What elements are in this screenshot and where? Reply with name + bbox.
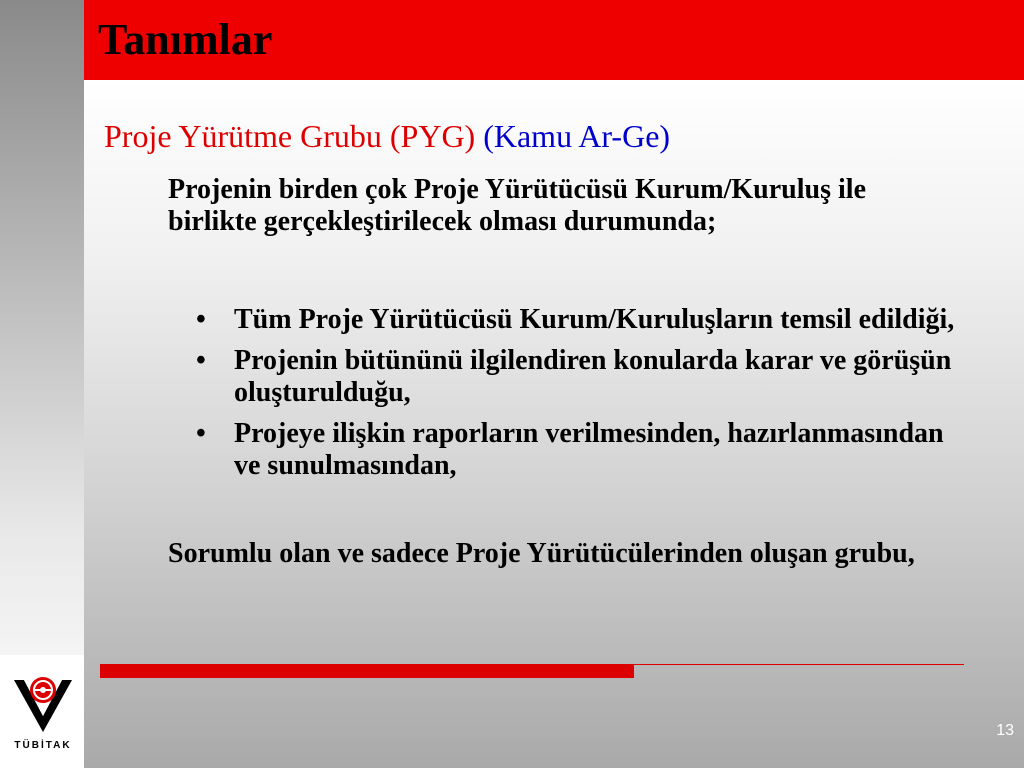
- accent-bar-thin: [634, 664, 964, 665]
- bullet-text: Projenin bütününü ilgilendiren konularda karar ve görüşün oluşturulduğu,: [234, 345, 952, 408]
- bullet-text: Projeye ilişkin raporların verilmesinden, hazırlanmasından ve sunulmasından,: [234, 418, 944, 481]
- bullet-item: [196, 304, 956, 336]
- left-gradient-bar: [0, 0, 84, 768]
- section-heading-blue: (Kamu Ar-Ge): [483, 118, 671, 154]
- tubitak-emblem-icon: [10, 670, 76, 740]
- bullet-dot-icon: •: [196, 418, 206, 449]
- bullet-text: Tüm Proje Yürütücüsü Kurum/Kuruluşların temsil edildiği,: [234, 304, 955, 335]
- tubitak-logo: [10, 670, 76, 760]
- slide-title: Tanımlar: [98, 15, 273, 64]
- intro-paragraph: Projenin birden çok Proje Yürütücüsü Kurum/Kuruluş ile birlikte gerçekleştirilecek olması durumunda;: [168, 174, 866, 237]
- closing-paragraph: Sorumlu olan ve sadece Proje Yürütücülerinden oluşan grubu,: [168, 538, 915, 569]
- page-number: 13: [996, 722, 1014, 739]
- section-heading-red: Proje Yürütme Grubu (PYG): [104, 118, 476, 154]
- accent-bar-thick: [100, 664, 634, 678]
- bullet-list: [196, 304, 956, 491]
- bullet-item: [196, 345, 956, 409]
- section-heading: [104, 114, 670, 158]
- bullet-dot-icon: •: [196, 345, 206, 376]
- bullet-dot-icon: •: [196, 304, 206, 335]
- logo-text: TÜBİTAK: [14, 740, 72, 751]
- bullet-item: [196, 418, 956, 482]
